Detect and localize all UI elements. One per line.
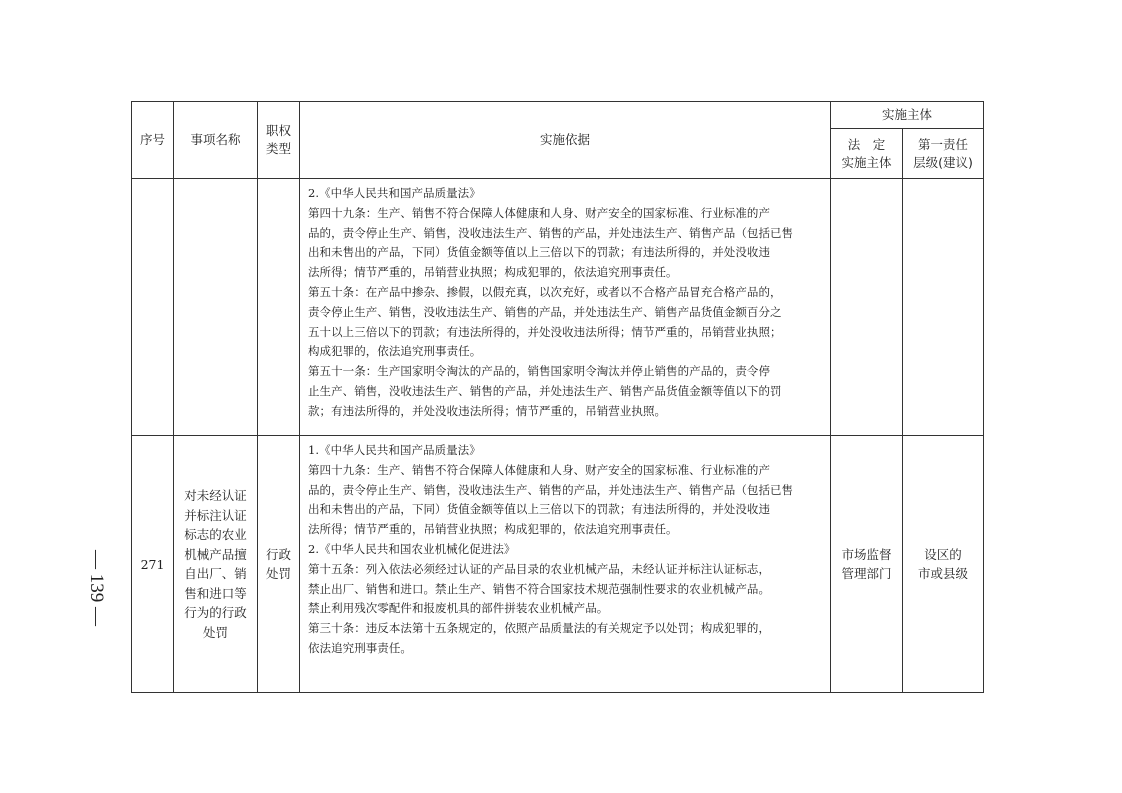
basis-cell bbox=[300, 436, 831, 693]
item-name-line: 并标注认证 bbox=[184, 507, 247, 523]
basis-line: 依法追究刑事责任。 bbox=[308, 640, 412, 655]
basis-line: 1.《中华人民共和国产品质量法》 bbox=[308, 443, 481, 457]
basis-line: 出和未售出的产品，下同）货值金额等值以上三倍以下的罚款；有违法所得的，并处没收违 bbox=[308, 245, 770, 260]
basis-line: 第四十九条：生产、销售不符合保障人体健康和人身、财产安全的国家标准、行业标准的产 bbox=[308, 205, 770, 220]
item-name-cell bbox=[174, 436, 258, 693]
authority-type-line: 行政 bbox=[265, 546, 291, 562]
basis-line: 第十五条：列入依法必须经过认证的产品目录的农业机械产品，未经认证并标注认证标志， bbox=[308, 561, 770, 576]
header-seq: 序号 bbox=[132, 102, 174, 179]
legal-subject-cell bbox=[831, 436, 903, 693]
item-name-cell bbox=[174, 179, 258, 436]
item-name-line: 行为的行政 bbox=[184, 605, 247, 620]
header-legal-subject-line: 实施主体 bbox=[841, 154, 892, 170]
item-name-line: 机械产品擅 bbox=[184, 546, 247, 562]
header-authority-type-line: 类型 bbox=[265, 141, 291, 156]
basis-line: 责令停止生产、销售，没收违法生产、销售的产品，并处违法生产、销售产品货值金额百分之 bbox=[308, 304, 782, 319]
item-name-line: 售和进口等 bbox=[184, 585, 247, 601]
header-item-name: 事项名称 bbox=[174, 102, 258, 179]
first-level-line: 市或县级 bbox=[918, 566, 969, 581]
item-name-line: 标志的农业 bbox=[184, 527, 247, 542]
basis-line: 构成犯罪的，依法追究刑事责任。 bbox=[308, 344, 482, 359]
first-level-cell bbox=[903, 436, 984, 693]
basis-line: 出和未售出的产品，下同）货值金额等值以上三倍以下的罚款；有违法所得的，并处没收违 bbox=[308, 502, 770, 517]
basis-line: 止生产、销售，没收违法生产、销售的产品，并处违法生产、销售产品货值金额等值以下的罚 bbox=[308, 383, 782, 398]
basis-line: 第五十一条：生产国家明令淘汰的产品的，销售国家明令淘汰并停止销售的产品的，责令停 bbox=[308, 364, 770, 379]
seq-cell: 271 bbox=[132, 436, 174, 693]
header-authority-type bbox=[258, 102, 300, 179]
page-number: — 139 — bbox=[86, 550, 107, 626]
basis-line: 法所得；情节严重的，吊销营业执照；构成犯罪的，依法追究刑事责任。 bbox=[308, 522, 678, 537]
legal-subject-line: 管理部门 bbox=[841, 566, 892, 581]
table-row bbox=[132, 436, 984, 693]
header-basis: 实施依据 bbox=[300, 102, 831, 179]
seq-cell bbox=[132, 179, 174, 436]
header-first-level-line: 层级(建议) bbox=[913, 154, 973, 170]
enforcement-table bbox=[131, 101, 984, 693]
header-first-level-line: 第一责任 bbox=[918, 136, 969, 152]
basis-cell bbox=[300, 179, 831, 436]
authority-type-line: 处罚 bbox=[265, 566, 291, 581]
basis-line: 品的，责令停止生产、销售，没收违法生产、销售的产品，并处违法生产、销售产品（包括已售 bbox=[308, 482, 794, 497]
header-subject: 实施主体 bbox=[831, 102, 984, 129]
header-legal-subject-line: 法 定 bbox=[847, 136, 886, 152]
legal-subject-cell bbox=[831, 179, 903, 436]
header-legal-subject bbox=[831, 129, 903, 179]
basis-line: 五十以上三倍以下的罚款；有违法所得的，并处没收违法所得；情节严重的，吊销营业执照； bbox=[308, 324, 782, 339]
item-name-line: 对未经认证 bbox=[184, 488, 247, 503]
basis-line: 第三十条：违反本法第十五条规定的，依照产品质量法的有关规定予以处罚；构成犯罪的， bbox=[308, 621, 770, 636]
basis-line: 2.《中华人民共和国农业机械化促进法》 bbox=[308, 541, 516, 556]
basis-line: 禁止出厂、销售和进口。禁止生产、销售不符合国家技术规范强制性要求的农业机械产品。 bbox=[308, 581, 770, 596]
legal-subject-line: 市场监督 bbox=[841, 546, 892, 562]
first-level-line: 设区的 bbox=[924, 546, 962, 562]
basis-line: 法所得；情节严重的，吊销营业执照；构成犯罪的，依法追究刑事责任。 bbox=[308, 265, 678, 280]
authority-type-cell bbox=[258, 179, 300, 436]
item-name-line: 处罚 bbox=[202, 624, 228, 640]
header-first-level bbox=[903, 129, 984, 179]
basis-line: 款；有违法所得的，并处没收违法所得；情节严重的，吊销营业执照。 bbox=[308, 403, 667, 418]
item-name-line: 自出厂、销 bbox=[184, 566, 247, 581]
basis-line: 第五十条：在产品中掺杂、掺假，以假充真，以次充好，或者以不合格产品冒充合格产品的， bbox=[308, 284, 782, 299]
table-row bbox=[132, 179, 984, 436]
basis-line: 禁止利用残次零配件和报废机具的部件拼装农业机械产品。 bbox=[308, 601, 609, 616]
first-level-cell bbox=[903, 179, 984, 436]
header-authority-type-line: 职权 bbox=[265, 123, 291, 138]
basis-line: 品的，责令停止生产、销售，没收违法生产、销售的产品，并处违法生产、销售产品（包括已售 bbox=[308, 225, 794, 240]
authority-type-cell bbox=[258, 436, 300, 693]
table-body bbox=[132, 179, 984, 693]
basis-line: 2.《中华人民共和国产品质量法》 bbox=[308, 186, 481, 200]
basis-line: 第四十九条：生产、销售不符合保障人体健康和人身、财产安全的国家标准、行业标准的产 bbox=[308, 462, 770, 477]
